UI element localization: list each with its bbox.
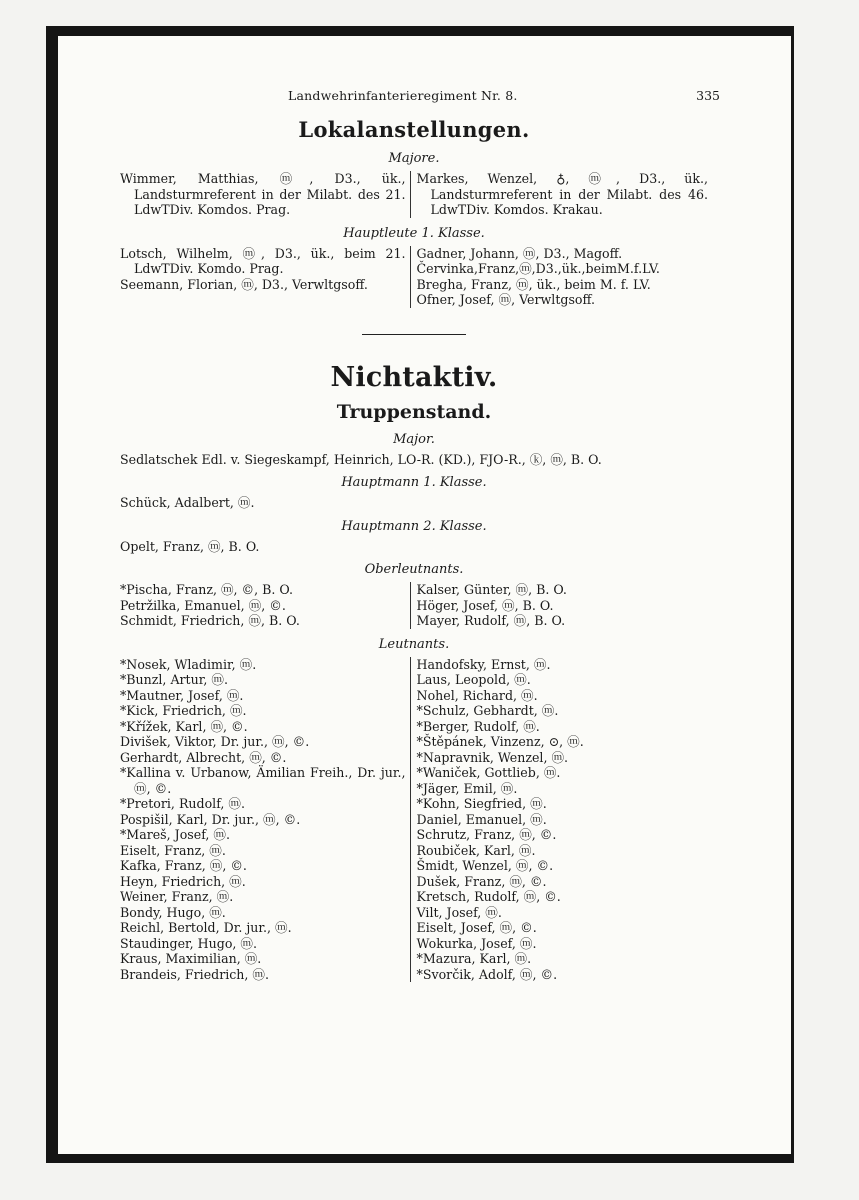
list-item: *Berger, Rudolf, ⓜ. xyxy=(416,718,540,734)
list-item: Kafka, Franz, ⓜ, ©. xyxy=(120,858,247,873)
list-item: *Schulz, Gebhardt, ⓜ. xyxy=(416,703,559,718)
list-item: Seemann, Florian, ⓜ, D3., Verwltgsoff. xyxy=(120,276,368,292)
list-item: *Kick, Friedrich, ⓜ. xyxy=(120,703,247,718)
list-item: *Waniček, Gottlieb, ⓜ. xyxy=(416,765,561,780)
section-title-nichtaktiv: Nichtaktiv. xyxy=(330,361,498,393)
list-item: *Štěpánek, Vinzenz, ⊙, ⓜ. xyxy=(416,734,584,749)
majore-columns xyxy=(120,171,708,218)
list-item: Eiselt, Josef, ⓜ, ©. xyxy=(416,920,537,935)
list-item: Schmidt, Friedrich, ⓜ, B. O. xyxy=(120,613,300,628)
section-title-lokalanstellungen: Lokalanstellungen. xyxy=(298,117,530,142)
list-item: Daniel, Emanuel, ⓜ. xyxy=(416,811,547,827)
right-column xyxy=(410,657,708,983)
list-item: Eiselt, Franz, ⓜ. xyxy=(120,842,226,858)
list-item: Nohel, Richard, ⓜ. xyxy=(416,687,538,703)
list-item: *Kohn, Siegfried, ⓜ. xyxy=(416,796,547,811)
list-item: Gerhardt, Albrecht, ⓜ, ©. xyxy=(120,749,287,765)
list-item: Pospišil, Karl, Dr. jur., ⓜ, ©. xyxy=(120,811,301,827)
oberleutnants-columns xyxy=(120,582,708,629)
list-item: Markes, Wenzel, ♁, ⓜ, D3., ük., Landsturmreferent in der Milabt. des 46. LdwTDiv. Komdos. Krakau. xyxy=(416,171,708,217)
list-item: Schück, Adalbert, ⓜ. xyxy=(120,495,255,510)
rank-heading-major: Major. xyxy=(393,431,435,447)
list-item: Laus, Leopold, ⓜ. xyxy=(416,672,531,687)
list-item: Ofner, Josef, ⓜ, Verwltgsoff. xyxy=(416,292,595,307)
list-item: Wokurka, Josef, ⓜ. xyxy=(416,935,537,951)
list-item: Divišek, Viktor, Dr. jur., ⓜ, ©. xyxy=(120,734,310,749)
rank-heading-hauptmann-2: Hauptmann 2. Klasse. xyxy=(341,518,487,534)
list-item: Petržilka, Emanuel, ⓜ, ©. xyxy=(120,597,286,613)
rank-heading-majore: Majore. xyxy=(388,151,440,166)
rank-heading-hauptleute: Hauptleute 1. Klasse. xyxy=(343,225,485,241)
list-item: Červinka,Franz,ⓜ,D3.,ük.,beimM.f.LV. xyxy=(416,261,660,276)
list-item: Kalser, Günter, ⓜ, B. O. xyxy=(416,582,567,597)
list-item: Dušek, Franz, ⓜ, ©. xyxy=(416,873,547,889)
leutnants-columns xyxy=(120,657,708,983)
hauptleute-columns xyxy=(120,246,708,308)
list-item: Brandeis, Friedrich, ⓜ. xyxy=(120,966,270,982)
right-column xyxy=(410,171,708,218)
list-item: *Nosek, Wladimir, ⓜ. xyxy=(120,656,257,672)
list-item: Bregha, Franz, ⓜ, ük., beim M. f. LV. xyxy=(416,276,651,292)
list-item: Handofsky, Ernst, ⓜ. xyxy=(416,656,551,672)
list-item: *Jäger, Emil, ⓜ. xyxy=(416,780,518,796)
list-item: Staudinger, Hugo, ⓜ. xyxy=(120,935,258,951)
list-item: *Bunzl, Artur, ⓜ. xyxy=(120,672,228,687)
list-item: Roubiček, Karl, ⓜ. xyxy=(416,842,536,858)
list-item: Sedlatschek Edl. v. Siegeskampf, Heinrich, LO-R. (KD.), FJO-R., ⓚ, ⓜ, B. O. xyxy=(120,451,602,467)
list-item: Kraus, Maximilian, ⓜ. xyxy=(120,951,262,966)
list-item: Wimmer, Matthias, ⓜ, D3., ük., Landsturmreferent in der Milabt. des 21. LdwTDiv. Komdos. Prag. xyxy=(120,171,406,217)
list-item: Weiner, Franz, ⓜ. xyxy=(120,889,234,904)
rank-heading-hauptmann-1: Hauptmann 1. Klasse. xyxy=(341,475,487,490)
list-item: Mayer, Rudolf, ⓜ, B. O. xyxy=(416,613,566,628)
list-item: Vilt, Josef, ⓜ. xyxy=(416,904,502,920)
list-item: *Mautner, Josef, ⓜ. xyxy=(120,687,244,703)
list-item: Kretsch, Rudolf, ⓜ, ©. xyxy=(416,889,561,904)
list-item: *Mazura, Karl, ⓜ. xyxy=(416,951,532,966)
right-column xyxy=(410,246,708,308)
list-item: Lotsch, Wilhelm, ⓜ, D3., ük., beim 21. LdwTDiv. Komdo. Prag. xyxy=(120,245,406,276)
left-column xyxy=(120,171,410,218)
page-content xyxy=(120,88,720,982)
list-item: Gadner, Johann, ⓜ, D3., Magoff. xyxy=(416,245,623,261)
list-item: Opelt, Franz, ⓜ, B. O. xyxy=(120,538,260,554)
list-item: Höger, Josef, ⓜ, B. O. xyxy=(416,597,554,613)
list-item: Bondy, Hugo, ⓜ. xyxy=(120,904,226,920)
list-item: *Mareš, Josef, ⓜ. xyxy=(120,827,231,842)
list-item: *Svorčik, Adolf, ⓜ, ©. xyxy=(416,966,558,982)
left-column xyxy=(120,582,410,629)
list-item: Šmidt, Wenzel, ⓜ, ©. xyxy=(416,858,554,873)
list-item: *Pretori, Rudolf, ⓜ. xyxy=(120,796,246,811)
right-column xyxy=(410,582,708,629)
list-item: Reichl, Bertold, Dr. jur., ⓜ. xyxy=(120,920,292,935)
list-item: *Křížek, Karl, ⓜ, ©. xyxy=(120,718,248,734)
list-item: *Napravnik, Wenzel, ⓜ. xyxy=(416,749,569,765)
page-number: 335 xyxy=(696,88,720,103)
running-header xyxy=(120,88,720,108)
list-item: Heyn, Friedrich, ⓜ. xyxy=(120,873,246,889)
list-item: *Pischa, Franz, ⓜ, ©, B. O. xyxy=(120,582,294,597)
section-divider xyxy=(362,334,466,335)
rank-heading-leutnants: Leutnants. xyxy=(378,636,450,652)
rank-heading-oberleutnants: Oberleutnants. xyxy=(364,562,464,577)
left-column xyxy=(120,246,410,308)
list-item: Schrutz, Franz, ⓜ, ©. xyxy=(416,827,557,842)
list-item: *Kallina v. Urbanow, Ämilian Freih., Dr. jur., ⓜ, ©. xyxy=(120,765,406,796)
section-subtitle-truppenstand: Truppenstand. xyxy=(336,400,492,423)
left-column xyxy=(120,657,410,983)
running-title: Landwehrinfanterieregiment Nr. 8. xyxy=(288,88,518,103)
